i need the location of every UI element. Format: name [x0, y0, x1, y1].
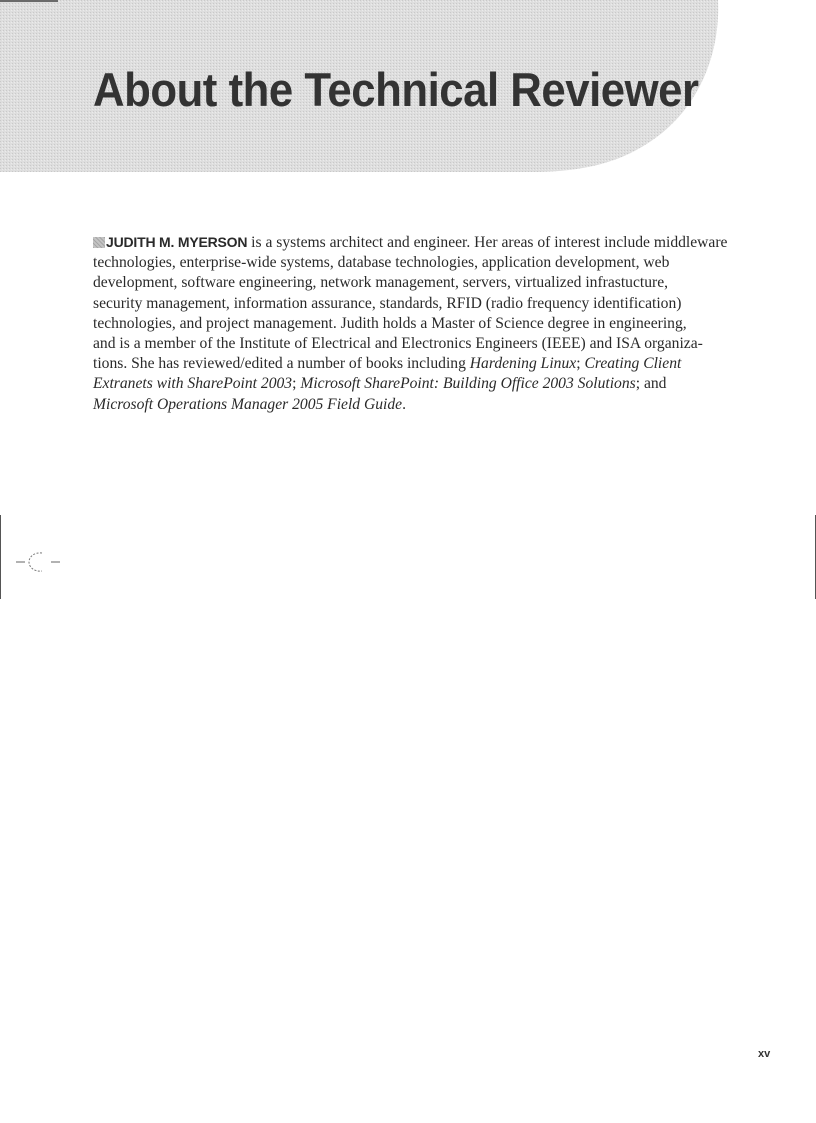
- page-title: About the Technical Reviewer: [93, 63, 699, 116]
- bio-text: .: [402, 395, 407, 413]
- crop-registration-icon: [16, 549, 64, 575]
- book-title: Hardening Linux: [469, 355, 577, 373]
- bio-line: [93, 354, 733, 374]
- book-title: Creating Client: [584, 355, 682, 373]
- crop-mark-left: [0, 515, 1, 599]
- bio-text: ;: [292, 375, 301, 393]
- reviewer-bio: [93, 232, 733, 415]
- bio-line: security management, information assurance, standards, RFID (radio frequency identification): [93, 294, 682, 312]
- reviewer-name: JUDITH M. MYERSON: [106, 234, 248, 250]
- bio-text: is a systems architect and engineer. Her areas of interest include middleware: [247, 234, 728, 251]
- book-title: Microsoft Operations Manager 2005 Field Guide: [93, 395, 403, 413]
- book-title: Extranets with SharePoint 2003: [93, 375, 293, 393]
- top-rule: [0, 0, 58, 2]
- bio-line: technologies, enterprise-wide systems, database technologies, application development, web: [93, 254, 670, 272]
- bio-line: technologies, and project management. Judith holds a Master of Science degree in engineering,: [93, 314, 687, 332]
- bio-line: development, software engineering, network management, servers, virtualized infrastucture,: [93, 274, 669, 292]
- bio-line: and is a member of the Institute of Electrical and Electronics Engineers (IEEE) and ISA organiza-: [93, 335, 703, 353]
- page-number: xv: [758, 1048, 771, 1060]
- bio-line: [93, 374, 733, 394]
- bio-text: ;: [576, 355, 585, 373]
- hatched-square-icon: [93, 237, 105, 248]
- bio-text: ; and: [635, 375, 667, 393]
- book-title: Microsoft SharePoint: Building Office 2003 Solutions: [300, 375, 636, 393]
- bio-line: [93, 232, 733, 253]
- bio-line: [93, 395, 733, 415]
- bio-text: tions. She has reviewed/edited a number of books including: [93, 355, 470, 373]
